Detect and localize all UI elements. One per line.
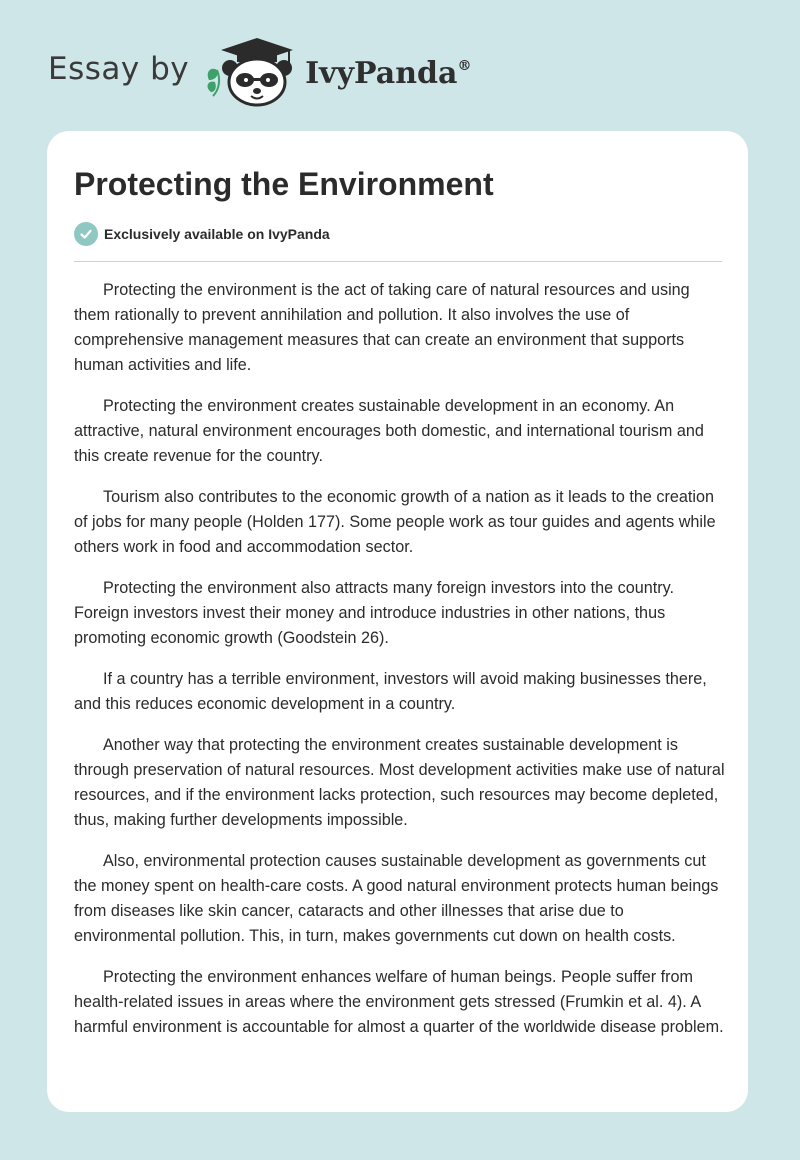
- site-header: [48, 36, 471, 108]
- essay-card: [47, 131, 748, 1112]
- check-icon: [74, 222, 98, 246]
- paragraph: If a country has a terrible environment, investors will avoid making businesses there, and this reduces economic development in a country.: [74, 670, 707, 713]
- brand-name: IvyPanda®: [305, 55, 472, 91]
- paragraph: Protecting the environment enhances welfare of human beings. People suffer from health-related issues in areas where the environment gets stressed (Frumkin et al. 4). A harmful environment is accountable for almost a quarter of the worldwide disease problem.: [74, 968, 724, 1036]
- divider: [74, 261, 722, 262]
- panda-logo-icon: [203, 36, 299, 108]
- essay-by-label: Essay by: [48, 51, 190, 87]
- paragraph: Protecting the environment also attracts many foreign investors into the country. Foreign investors invest their money and introduce industries in other nations, thus promoting economic growth (Goodstein 26).: [74, 579, 675, 647]
- paragraph: Protecting the environment is the act of taking care of natural resources and using them rationally to prevent annihilation and pollution. It also involves the use of comprehensive management measures that can create an environment that supports human activities and life.: [74, 281, 690, 374]
- paragraph: Also, environmental protection causes sustainable development as governments cut the money spent on health-care costs. A good natural environment protects human beings from diseases like skin cancer, cataracts and other illnesses that arise due to environmental pollution. This, in turn, makes governments cut down on health costs.: [74, 852, 719, 945]
- exclusive-badge: [74, 222, 330, 246]
- essay-body: [74, 278, 726, 1056]
- registered-mark: ®: [457, 57, 472, 74]
- badge-label: Exclusively available on IvyPanda: [104, 226, 330, 242]
- page-title: Protecting the Environment: [74, 166, 494, 202]
- paragraph: Tourism also contributes to the economic growth of a nation as it leads to the creation of jobs for many people (Holden 177). Some people work as tour guides and agents while others work in food and accommodation sector.: [74, 488, 716, 556]
- paragraph: Another way that protecting the environment creates sustainable development is through preservation of natural resources. Most development activities make use of natural resources, and if the environment lacks protection, such resources may become depleted, thus, making further developments impossible.: [74, 736, 725, 829]
- paragraph: Protecting the environment creates sustainable development in an economy. An attractive, natural environment encourages both domestic, and international tourism and this create revenue for the country.: [74, 397, 704, 465]
